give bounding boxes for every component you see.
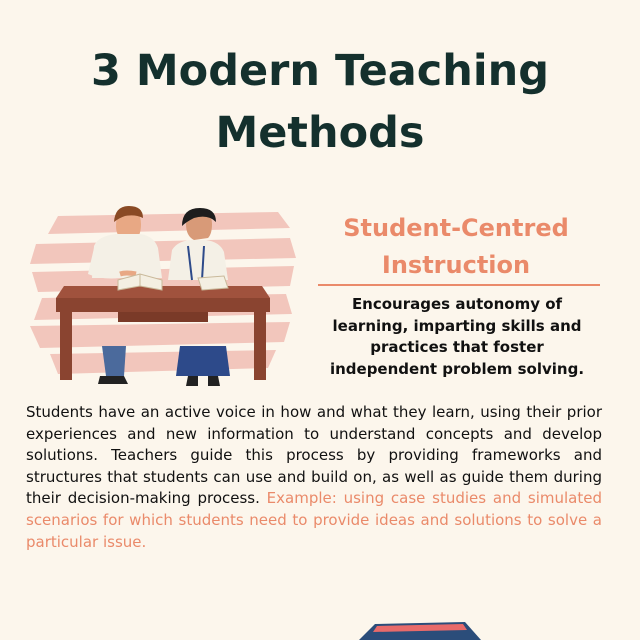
example-text: Example: using case studies and simulated scenarios for which students need to provide ideas and solutions to solve a particular issue.: [26, 489, 602, 551]
body-text: Students have an active voice in how and what they learn, using their prior experiences and new information to understand concepts and develop solutions. Teachers guide this process by providing frameworks and structures that students can use and build on, as well as guide them during their decision-making process.: [26, 403, 602, 508]
students-at-desk-illustration: [28, 198, 298, 393]
next-section-illustration-partial: [355, 618, 485, 640]
paper-sheet: [198, 276, 228, 290]
page-title: 3 Modern Teaching Methods: [91, 46, 549, 158]
section-title: Student-Centred Instruction: [343, 214, 569, 279]
section-body: [26, 402, 602, 553]
section-divider: [318, 284, 600, 286]
section-summary: Encourages autonomy of learning, imparting skills and practices that foster independent problem solving.: [329, 295, 585, 378]
